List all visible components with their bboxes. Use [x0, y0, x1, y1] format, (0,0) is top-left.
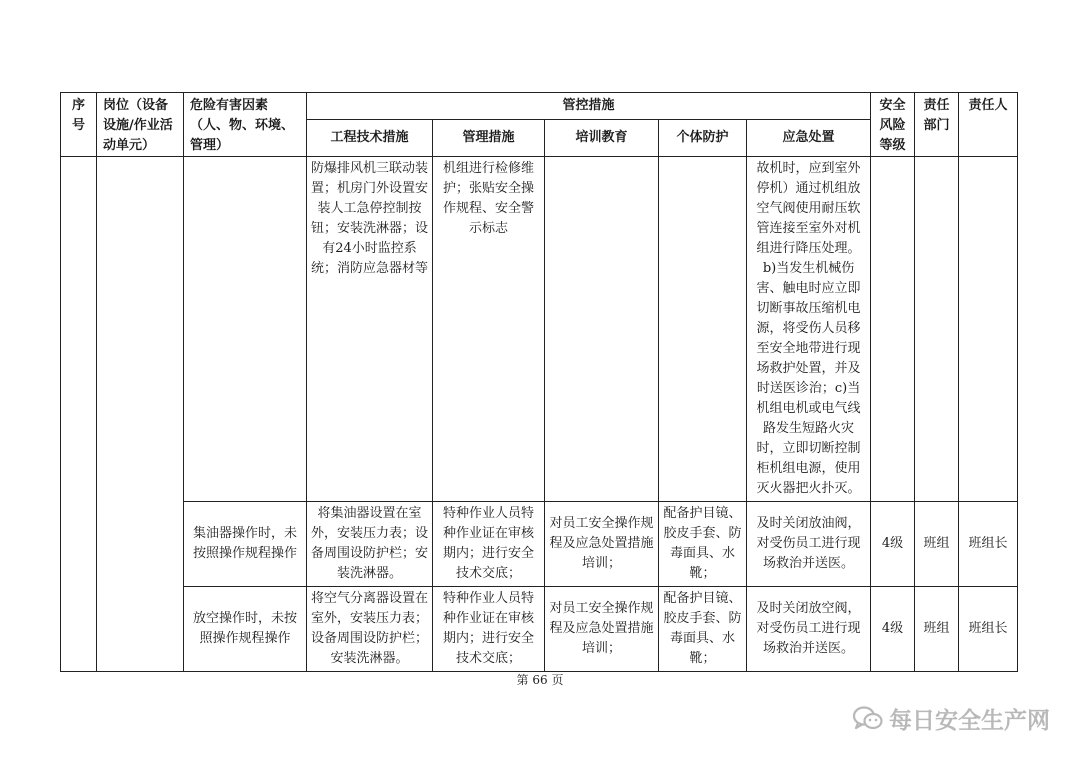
cell-training: [545, 157, 659, 502]
cell-training: 对员工安全操作规程及应急处置措施培训；: [545, 502, 659, 587]
cell-emergency: 故机时，应到室外停机）通过机组放空气阀使用耐压软管连接至室外对机组进行降压处理。b)当发生机械伤害、触电时应立即切断事故压缩机电源，将受伤人员移至安全地带进行现场救护处置，并及时送医诊治；c)当机组电机或电气线路发生短路火灾时，立即切断控制柜机组电源，使用灭火器把火扑灭。: [747, 157, 871, 502]
header-management: 管理措施: [433, 119, 545, 156]
cell-person: 班组长: [959, 502, 1018, 587]
cell-dept: 班组: [915, 502, 959, 587]
header-training: 培训教育: [545, 119, 659, 156]
header-emergency: 应急处置: [747, 119, 871, 156]
header-ppe: 个体防护: [659, 119, 747, 156]
cell-ppe: 配备护目镜、胶皮手套、防毒面具、水靴；: [659, 587, 747, 672]
table-row: [61, 587, 1018, 672]
cell-hazard: 集油器操作时，未按照操作规程操作: [184, 502, 307, 587]
cell-hazard: [184, 157, 307, 502]
cell-seq: [61, 157, 97, 672]
cell-engineering: 将集油器设置在室外，安装压力表；设备周围设防护栏；安装洗淋器。: [307, 502, 433, 587]
cell-person: [959, 157, 1018, 502]
cell-management: 特种作业人员特种作业证在审核期内；进行安全技术交底；: [433, 587, 545, 672]
header-engineering: 工程技术措施: [307, 119, 433, 156]
cell-risk-level: 4级: [871, 502, 915, 587]
table-row: [61, 157, 1018, 502]
header-seq: 序号: [61, 93, 97, 157]
cell-emergency: 及时关闭放油阀，对受伤员工进行现场救治并送医。: [747, 502, 871, 587]
table-row: [61, 502, 1018, 587]
watermark: [853, 702, 1050, 735]
header-risk-level: 安全风险等级: [871, 93, 915, 157]
cell-person: 班组长: [959, 587, 1018, 672]
cell-dept: [915, 157, 959, 502]
cell-dept: 班组: [915, 587, 959, 672]
header-person: 责任人: [959, 93, 1018, 157]
header-hazard: 危险有害因素（人、物、环境、管理）: [184, 93, 307, 157]
cell-ppe: [659, 157, 747, 502]
cell-engineering: 将空气分离器设置在室外，安装压力表；设备周围设防护栏；安装洗淋器。: [307, 587, 433, 672]
cell-emergency: 及时关闭放空阀，对受伤员工进行现场救治并送医。: [747, 587, 871, 672]
cell-engineering: 防爆排风机三联动装置；机房门外设置安装人工急停控制按钮；安装洗淋器；设有24小时监控系统；消防应急器材等: [307, 157, 433, 502]
cell-post: [97, 157, 184, 672]
cell-risk-level: [871, 157, 915, 502]
risk-control-table: [60, 92, 1018, 672]
cell-hazard: 放空操作时，未按照操作规程操作: [184, 587, 307, 672]
page-number: 第 66 页: [516, 673, 564, 687]
header-control: 管控措施: [307, 93, 871, 120]
cell-risk-level: 4级: [871, 587, 915, 672]
cell-training: 对员工安全操作规程及应急处置措施培训；: [545, 587, 659, 672]
wechat-icon: [853, 706, 883, 732]
cell-ppe: 配备护目镜、胶皮手套、防毒面具、水靴；: [659, 502, 747, 587]
cell-management: 机组进行检修维护；张贴安全操作规程、安全警示标志: [433, 157, 545, 502]
header-dept: 责任部门: [915, 93, 959, 157]
header-post: 岗位（设备设施/作业活动单元）: [97, 93, 184, 157]
watermark-text: 每日安全生产网: [889, 708, 1050, 734]
cell-management: 特种作业人员特种作业证在审核期内；进行安全技术交底；: [433, 502, 545, 587]
